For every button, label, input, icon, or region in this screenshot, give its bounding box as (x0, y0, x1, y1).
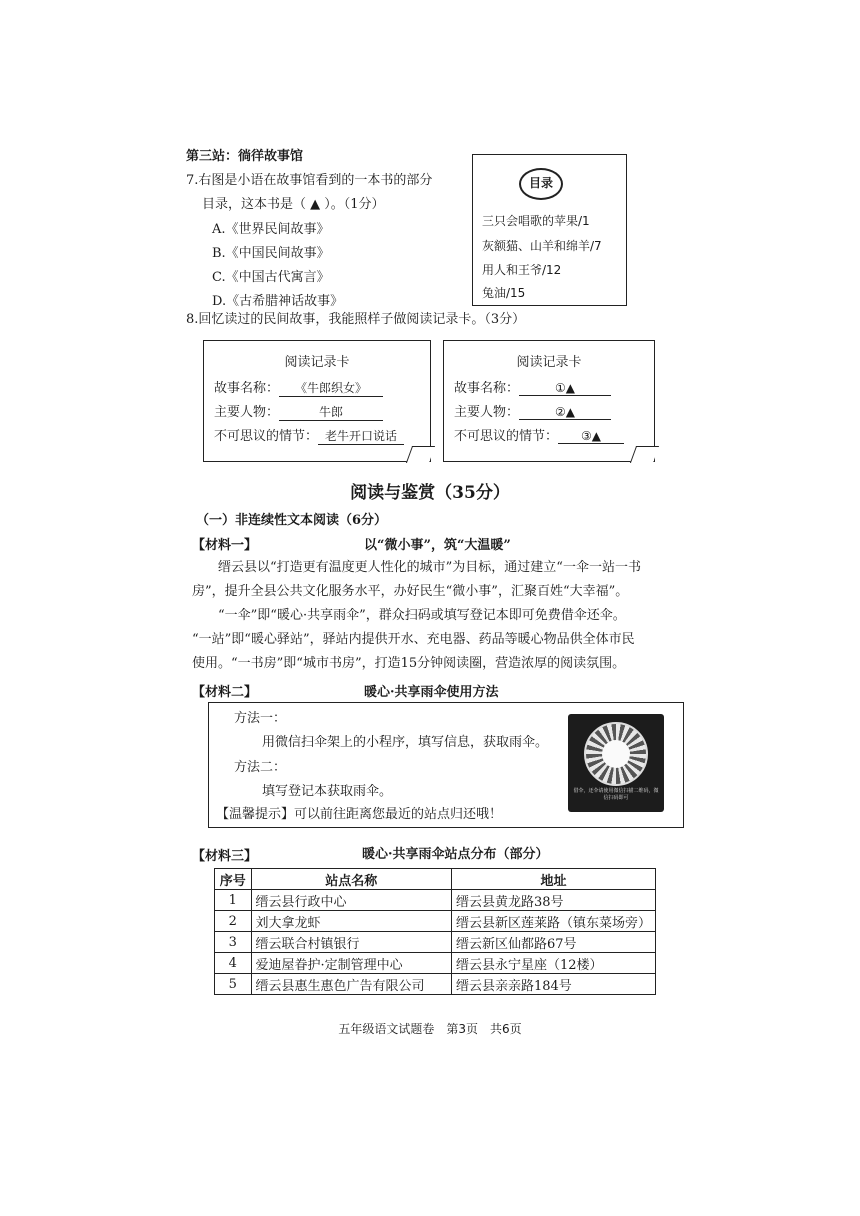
cell-address: 缙云县亲亲路184号 (451, 974, 655, 995)
method1-label: 方法一： (234, 711, 287, 726)
qr-code-center (602, 740, 630, 768)
table-row (215, 890, 656, 911)
character-label: 主要人物： (454, 405, 520, 420)
reading-section-title: 阅读与鉴赏（35分） (350, 483, 510, 503)
option-d: D.《古希腊神话故事》 (212, 294, 344, 309)
answer-blank-1[interactable]: ①▲ (519, 381, 611, 396)
table-row (215, 974, 656, 995)
answer-blank-3[interactable]: ③▲ (558, 429, 624, 444)
toc-entry: 三只会唱歌的苹果/1 (482, 214, 590, 228)
reading-card-example (203, 340, 431, 462)
cell-index: 1 (215, 890, 252, 911)
col-header-address: 地址 (451, 869, 655, 890)
plot-value: 老牛开口说话 (318, 427, 404, 445)
page-footer: 五年级语文试题卷 第3页 共6页 (338, 1022, 522, 1036)
material3-label: 【材料三】 (192, 849, 258, 864)
toc-entry: 灰额猫、山羊和绵羊/7 (482, 239, 602, 253)
paragraph-line: 使用。“一书房”即“城市书房”，打造15分钟阅读圈，营造浓厚的阅读氛围。 (192, 656, 626, 671)
answer-blank-2[interactable]: ②▲ (519, 405, 611, 420)
station-table (214, 868, 656, 995)
option-b: B.《中国民间故事》 (212, 246, 330, 261)
cell-name: 刘大拿龙虾 (251, 911, 451, 932)
part1-title: （一）非连续性文本阅读（6分） (196, 513, 388, 528)
toc-entry: 用人和王爷/12 (482, 263, 562, 277)
paragraph-line: “一伞”即“暖心·共享雨伞”，群众扫码或填写登记本即可免费借伞还伞。 (218, 608, 626, 623)
cell-address: 缙云县黄龙路38号 (451, 890, 655, 911)
card-title: 阅读记录卡 (284, 355, 350, 370)
card-fold (630, 446, 659, 463)
story-name-label: 故事名称： (454, 381, 520, 396)
section-heading: 第三站：徜徉故事馆 (186, 149, 304, 164)
material1-title: 以“微小事”，筑“大温暖” (364, 538, 511, 553)
material1-body (192, 556, 692, 676)
toc-entry: 兔油/15 (482, 286, 526, 300)
warm-tip: 【温馨提示】可以前往距离您最近的站点归还哦！ (216, 807, 503, 822)
card-row-plot (454, 425, 624, 444)
cell-name: 缙云县惠生惠色广告有限公司 (251, 974, 451, 995)
toc-badge: 目录 (519, 168, 563, 200)
qr-caption: 借伞，还伞请使用微信扫描二维码，微信扫码即可 (573, 788, 659, 801)
cell-name: 缙云县行政中心 (251, 890, 451, 911)
table-row (215, 953, 656, 974)
method2-text: 填写登记本获取雨伞。 (262, 784, 393, 799)
card-row-plot (214, 425, 404, 445)
character-label: 主要人物： (214, 405, 280, 420)
plot-label: 不可思议的情节： (214, 429, 319, 444)
material3-title: 暖心·共享雨伞站点分布（部分） (362, 847, 549, 862)
cell-index: 2 (215, 911, 252, 932)
method2-label: 方法二： (234, 760, 287, 775)
cell-address: 缙云新区仙都路67号 (451, 932, 655, 953)
method1-text: 用微信扫伞架上的小程序，填写信息，获取雨伞。 (262, 735, 549, 750)
cell-address: 缙云县新区莲莱路（镇东菜场旁） (451, 911, 655, 932)
option-c: C.《中国古代寓言》 (212, 270, 330, 285)
reading-card-answer (443, 340, 655, 462)
question-7-line2: 目录，这本书是（ ▲ ）。（1分） (202, 197, 385, 212)
card-row-character (214, 401, 383, 421)
story-name-value: 《牛郎织女》 (279, 379, 383, 397)
card-row-story-name (214, 377, 383, 397)
card-row-story-name (454, 377, 611, 396)
cell-index: 5 (215, 974, 252, 995)
cell-name: 缙云联合村镇银行 (251, 932, 451, 953)
plot-label: 不可思议的情节： (454, 429, 559, 444)
paragraph-line: 房”，提升全县公共文化服务水平，办好民生“微小事”，汇聚百姓“大幸福”。 (192, 584, 629, 599)
material1-label: 【材料一】 (192, 538, 258, 553)
option-a: A.《世界民间故事》 (212, 222, 330, 237)
card-fold (406, 446, 435, 463)
col-header-index: 序号 (215, 869, 252, 890)
character-value: 牛郎 (279, 403, 383, 421)
paragraph-line: “一站”即“暖心驿站”，驿站内提供开水、充电器、药品等暖心物品供全体市民 (192, 632, 635, 647)
cell-index: 4 (215, 953, 252, 974)
card-row-character (454, 401, 611, 420)
material2-title: 暖心·共享雨伞使用方法 (364, 685, 499, 700)
col-header-name: 站点名称 (251, 869, 451, 890)
table-header-row (215, 869, 656, 890)
question-7-line1: 7.右图是小语在故事馆看到的一本书的部分 (186, 173, 433, 188)
table-row (215, 911, 656, 932)
table-row (215, 932, 656, 953)
cell-address: 缙云县永宁星座（12楼） (451, 953, 655, 974)
story-name-label: 故事名称： (214, 381, 280, 396)
question-8: 8.回忆读过的民间故事，我能照样子做阅读记录卡。（3分） (186, 312, 526, 327)
cell-name: 爱迪屋眷护·定制管理中心 (251, 953, 451, 974)
paragraph-line: 缙云县以“打造更有温度更人性化的城市”为目标，通过建立“一伞一站一书 (218, 560, 641, 575)
material2-label: 【材料二】 (192, 685, 258, 700)
card-title: 阅读记录卡 (516, 355, 582, 370)
cell-index: 3 (215, 932, 252, 953)
